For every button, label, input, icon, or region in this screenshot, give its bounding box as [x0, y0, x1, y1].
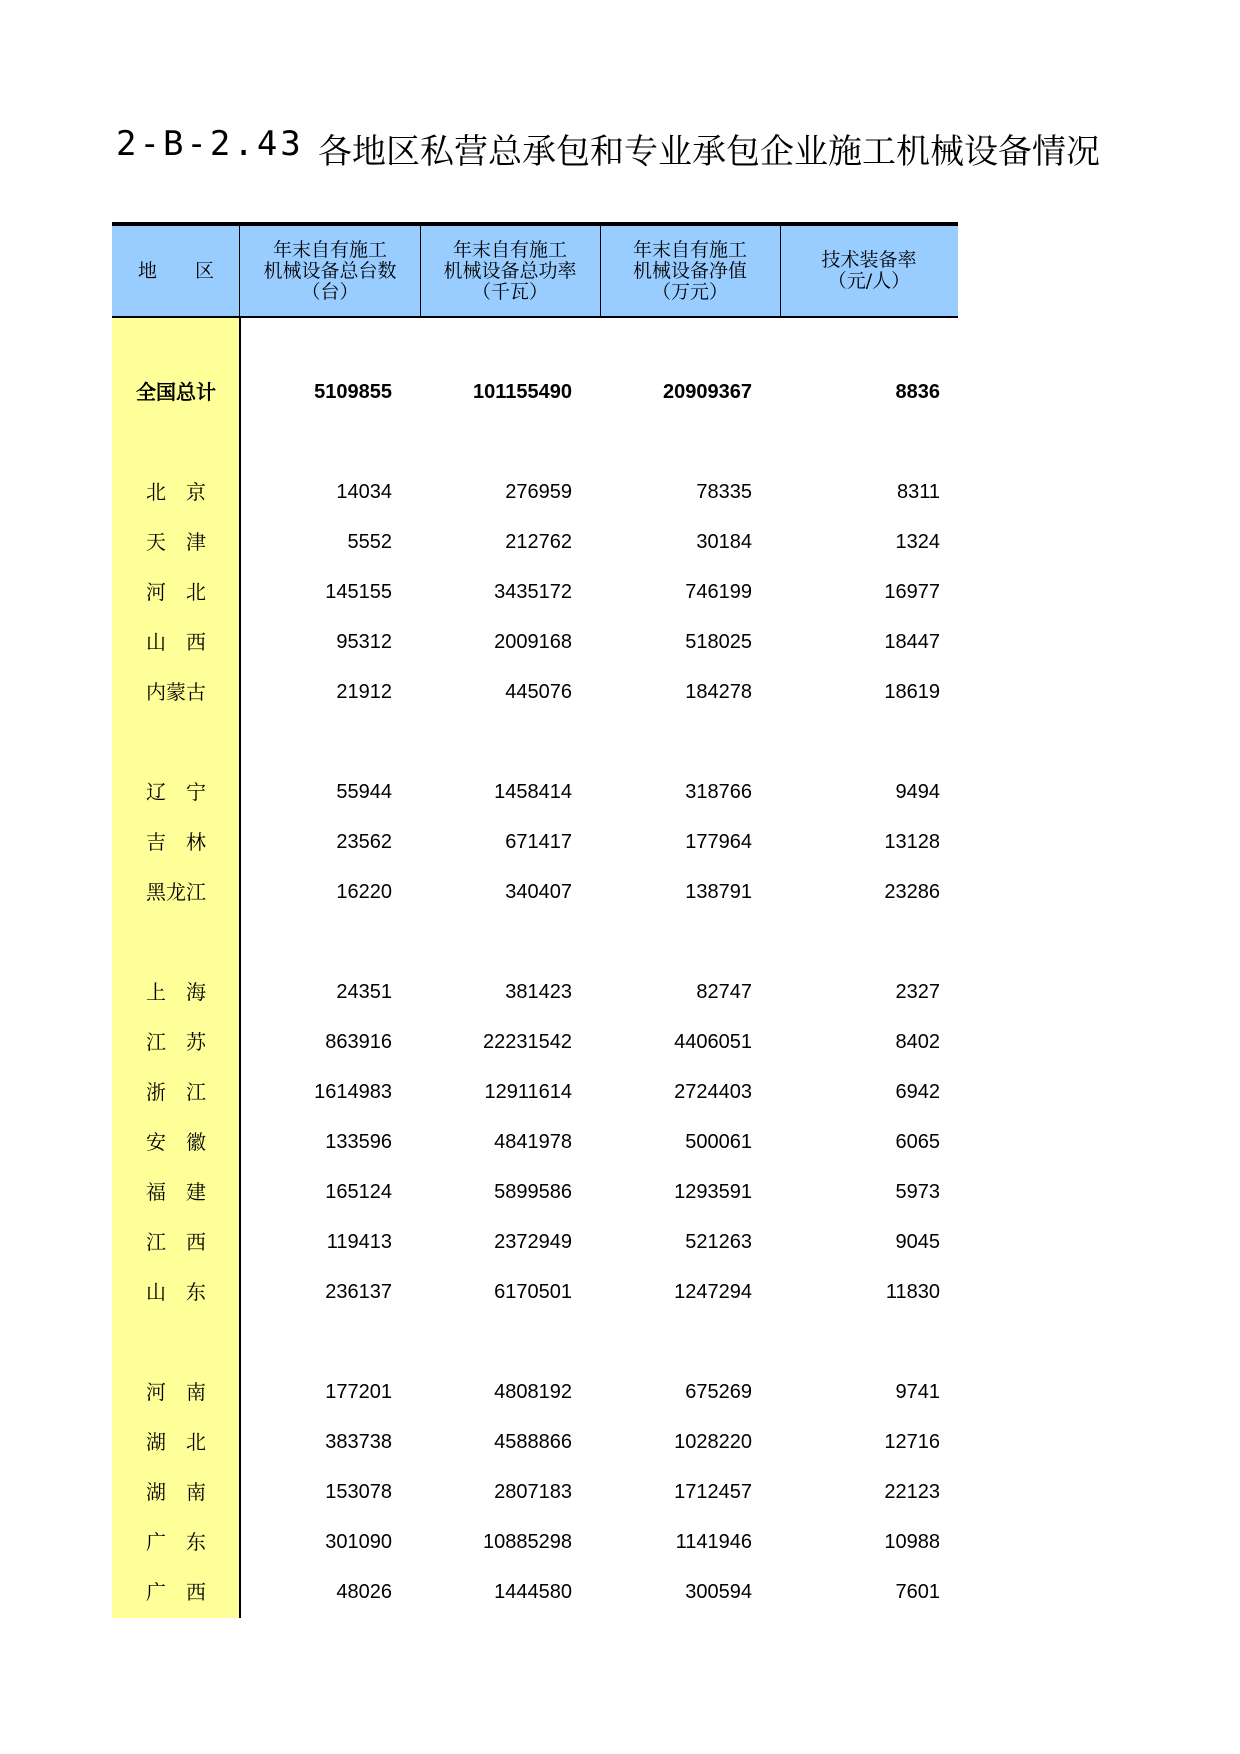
net-value: 1293591 [674, 1181, 752, 1203]
machine-count: 863916 [325, 1031, 392, 1053]
net-value: 521263 [685, 1231, 752, 1253]
table-row [112, 622, 958, 662]
equipment-rate: 8836 [895, 381, 940, 403]
table-row [112, 1522, 958, 1562]
page-title: 各地区私营总承包和专业承包企业施工机械设备情况 [318, 132, 1100, 172]
table-row [112, 1172, 958, 1212]
region-name: 天 津 [146, 530, 206, 554]
net-value: 78335 [696, 481, 752, 503]
net-value: 82747 [696, 981, 752, 1003]
table-row [112, 672, 958, 712]
machine-count: 119413 [326, 1231, 392, 1253]
net-value: 1712457 [674, 1481, 752, 1503]
region-name: 安 徽 [146, 1130, 206, 1154]
table-row [112, 572, 958, 612]
machine-count: 177201 [325, 1381, 392, 1403]
machine-count: 153078 [325, 1481, 392, 1503]
region-name: 湖 南 [146, 1480, 206, 1504]
net-value: 2724403 [674, 1081, 752, 1103]
table-row [112, 1372, 958, 1412]
table-row [112, 872, 958, 912]
equipment-rate: 18447 [884, 631, 940, 653]
equipment-rate: 2327 [895, 981, 940, 1003]
region-name: 浙 江 [146, 1080, 206, 1104]
region-name: 辽 宁 [146, 780, 206, 804]
net-value: 4406051 [674, 1031, 752, 1053]
machine-power: 101155490 [472, 381, 572, 403]
equipment-rate: 6065 [895, 1131, 940, 1153]
machine-count: 301090 [325, 1531, 392, 1553]
machine-count: 5109855 [314, 381, 392, 403]
header-equipment-rate: 技术装备率 （元/人） [821, 249, 917, 292]
equipment-rate: 11830 [885, 1281, 940, 1303]
equipment-rate: 9494 [895, 781, 940, 803]
region-name: 江 西 [146, 1230, 206, 1254]
equipment-rate: 10988 [884, 1531, 940, 1553]
equipment-rate: 16977 [884, 581, 940, 603]
table-row [112, 772, 958, 812]
table-row [112, 1222, 958, 1262]
machine-count: 145155 [325, 581, 392, 603]
table-row [112, 1472, 958, 1512]
equipment-rate: 8402 [895, 1031, 940, 1053]
machine-count: 16220 [336, 881, 392, 903]
table-row [112, 1072, 958, 1112]
machine-power: 671417 [505, 831, 572, 853]
machine-power: 5899586 [494, 1181, 572, 1203]
machine-count: 48026 [336, 1581, 392, 1603]
machine-power: 340407 [505, 881, 572, 903]
machine-count: 55944 [336, 781, 392, 803]
machine-count: 383738 [325, 1431, 392, 1453]
table-row [112, 1572, 958, 1612]
net-value: 1141946 [675, 1531, 752, 1553]
machine-count: 95312 [336, 631, 392, 653]
machine-power: 212762 [505, 531, 572, 553]
table-row [112, 1422, 958, 1462]
net-value: 1028220 [674, 1431, 752, 1453]
machine-power: 2807183 [494, 1481, 572, 1503]
table-row [112, 1022, 958, 1062]
region-name: 上 海 [146, 980, 206, 1004]
header-net-value: 年末自有施工 机械设备净值 （万元） [632, 238, 747, 303]
region-name: 河 南 [146, 1380, 206, 1404]
machine-power: 3435172 [494, 581, 572, 603]
table-row [112, 1122, 958, 1162]
region-name: 北 京 [146, 480, 206, 504]
net-value: 318766 [685, 781, 752, 803]
header-machine-power: 年末自有施工 机械设备总功率 （千瓦） [443, 238, 577, 303]
net-value: 300594 [685, 1581, 752, 1603]
machine-power: 4808192 [494, 1381, 572, 1403]
machine-power: 4588866 [494, 1431, 572, 1453]
total-row [112, 372, 958, 412]
equipment-rate: 1324 [895, 531, 940, 553]
machine-count: 23562 [336, 831, 392, 853]
table-row [112, 472, 958, 512]
region-name: 江 苏 [146, 1030, 206, 1054]
machine-power: 445076 [505, 681, 572, 703]
machine-power: 6170501 [494, 1281, 572, 1303]
machine-power: 22231542 [483, 1031, 572, 1053]
table-row [112, 1272, 958, 1312]
net-value: 20909367 [663, 381, 752, 403]
machine-count: 236137 [325, 1281, 392, 1303]
region-name: 广 东 [146, 1530, 206, 1554]
equipment-rate: 12716 [884, 1431, 940, 1453]
machine-count: 24351 [336, 981, 392, 1003]
region-name: 湖 北 [146, 1430, 206, 1454]
region-name: 全国总计 [136, 380, 216, 404]
machine-count: 5552 [347, 531, 392, 553]
table-row [112, 822, 958, 862]
net-value: 184278 [685, 681, 752, 703]
table-code: 2-B-2.43 [116, 124, 304, 164]
machine-power: 10885298 [483, 1531, 572, 1553]
net-value: 177964 [685, 831, 752, 853]
machine-count: 21912 [336, 681, 392, 703]
region-name: 吉 林 [146, 830, 206, 854]
region-name: 福 建 [146, 1180, 206, 1204]
machine-power: 1444580 [494, 1581, 572, 1603]
machine-power: 1458414 [494, 781, 572, 803]
header-machine-count: 年末自有施工 机械设备总台数 （台） [263, 238, 397, 303]
equipment-rate: 23286 [884, 881, 940, 903]
net-value: 518025 [685, 631, 752, 653]
machine-power: 2009168 [494, 631, 572, 653]
net-value: 675269 [685, 1381, 752, 1403]
machine-count: 1614983 [314, 1081, 392, 1103]
table-row [112, 972, 958, 1012]
machine-power: 381423 [505, 981, 572, 1003]
title-bar [0, 124, 1100, 174]
net-value: 746199 [685, 581, 752, 603]
region-name: 黑龙江 [146, 880, 206, 904]
region-name: 河 北 [146, 580, 206, 604]
equipment-rate: 6942 [895, 1081, 940, 1103]
equipment-rate: 22123 [884, 1481, 940, 1503]
machine-power: 4841978 [494, 1131, 572, 1153]
equipment-rate: 7601 [895, 1581, 940, 1603]
machine-count: 14034 [336, 481, 392, 503]
equipment-rate: 18619 [884, 681, 940, 703]
equipment-rate: 9045 [895, 1231, 940, 1253]
region-name: 广 西 [146, 1580, 206, 1604]
net-value: 500061 [685, 1131, 752, 1153]
table-header [112, 226, 958, 316]
machine-power: 12911614 [484, 1081, 572, 1103]
net-value: 1247294 [674, 1281, 752, 1303]
equipment-rate: 9741 [895, 1381, 940, 1403]
equipment-rate: 8311 [896, 481, 940, 503]
header-region: 地 区 [137, 259, 214, 282]
net-value: 138791 [685, 881, 752, 903]
equipment-rate: 5973 [895, 1181, 940, 1203]
machine-power: 2372949 [494, 1231, 572, 1253]
machine-count: 165124 [325, 1181, 392, 1203]
region-name: 山 西 [146, 630, 206, 654]
table-row [112, 522, 958, 562]
region-name: 内蒙古 [146, 680, 206, 704]
net-value: 30184 [696, 531, 752, 553]
header-bottom-border [112, 316, 958, 318]
machine-count: 133596 [325, 1131, 392, 1153]
region-name: 山 东 [146, 1280, 206, 1304]
equipment-rate: 13128 [884, 831, 940, 853]
machine-power: 276959 [505, 481, 572, 503]
